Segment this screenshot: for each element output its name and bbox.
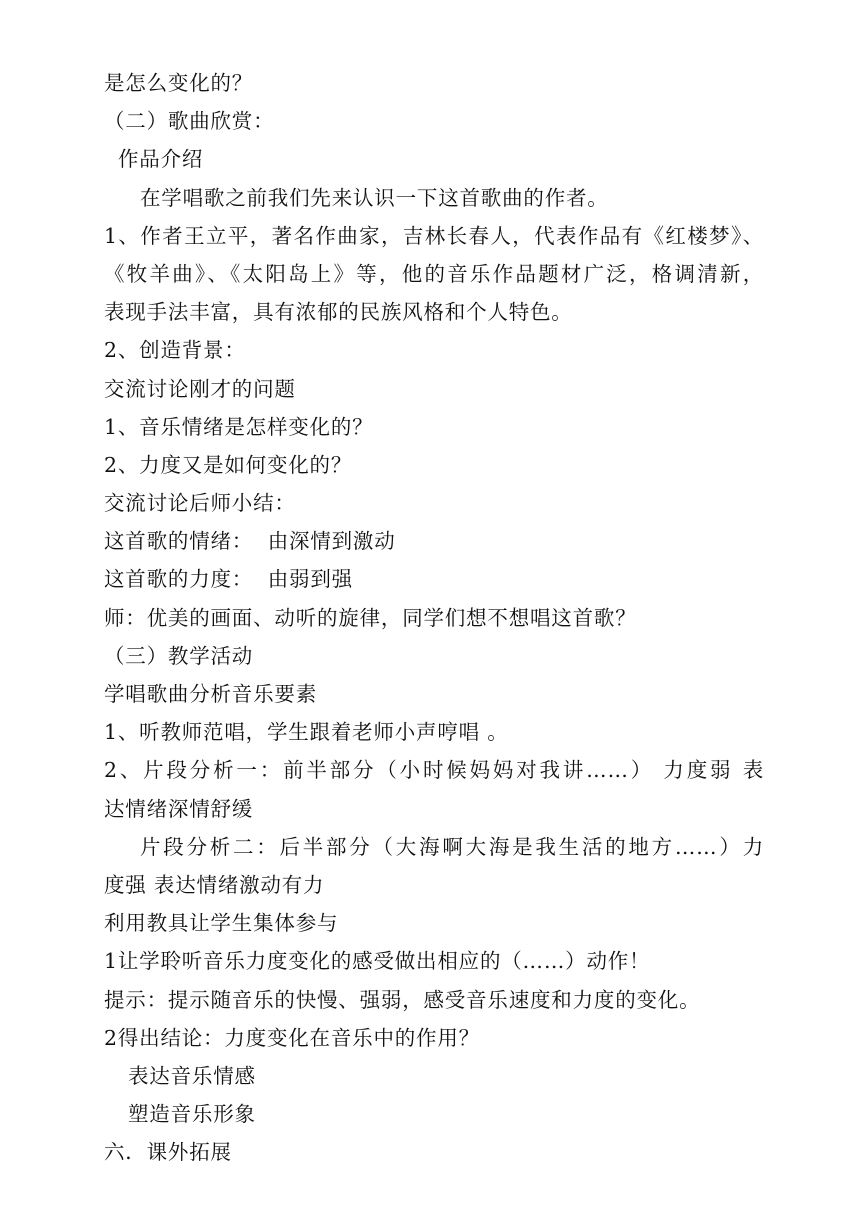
text-line: 利用教具让学生集体参与: [104, 911, 339, 936]
text-line: 是怎么变化的？: [104, 71, 254, 95]
text-line: 塑造音乐形象: [128, 1102, 256, 1127]
text-line: 师：优美的画面、动听的旋律，同学们想不想唱这首歌？: [104, 605, 637, 630]
section-heading: 六．课外拓展: [104, 1140, 232, 1165]
subsection-heading: 作品介绍: [118, 147, 204, 172]
text-line: 达情绪深情舒缓: [104, 796, 254, 821]
text-line: 度强 表达情绪激动有力: [104, 872, 325, 897]
text-line: 学唱歌曲分析音乐要素: [104, 682, 317, 706]
text-line: 2得出结论：力度变化在音乐中的作用？: [104, 1025, 480, 1050]
section-heading: （二）歌曲欣赏：: [104, 109, 275, 134]
text-line: 表达音乐情感: [128, 1063, 256, 1088]
text-line: 1、作者王立平，著名作曲家，吉林长春人，代表作品有《红楼梦》、: [104, 223, 764, 248]
text-line: 1、音乐情绪是怎样变化的？: [104, 414, 374, 439]
text-line: 1、听教师范唱，学生跟着老师小声哼唱 。: [104, 720, 509, 745]
text-line: 表现手法丰富，具有浓郁的民族风格和个人特色。: [104, 300, 573, 325]
text-line: 2、片段分析一：前半部分（小时候妈妈对我讲……） 力度弱 表: [104, 758, 764, 783]
section-heading: （三）教学活动: [104, 643, 254, 668]
text-line: 交流讨论后师小结：: [104, 491, 296, 516]
text-line: 1让学聆听音乐力度变化的感受做出相应的（……）动作！: [104, 949, 651, 974]
text-line: 2、创造背景：: [104, 338, 246, 363]
text-line: 这首歌的情绪： 由深情到激动: [104, 529, 396, 554]
text-line: 在学唱歌之前我们先来认识一下这首歌曲的作者。: [140, 185, 609, 210]
text-line: 这首歌的力度： 由弱到强: [104, 567, 353, 592]
text-line: 片段分析二：后半部分（大海啊大海是我生活的地方……）力: [140, 834, 764, 859]
text-line: 提示：提示随音乐的快慢、强弱，感受音乐速度和力度的变化。: [104, 987, 701, 1012]
document-body: [104, 64, 764, 1171]
text-line: 交流讨论刚才的问题: [104, 376, 296, 401]
text-line: 《牧羊曲》、《太阳岛上》等，他的音乐作品题材广泛，格调清新，: [104, 261, 764, 286]
text-line: 2、力度又是如何变化的？: [104, 452, 353, 477]
